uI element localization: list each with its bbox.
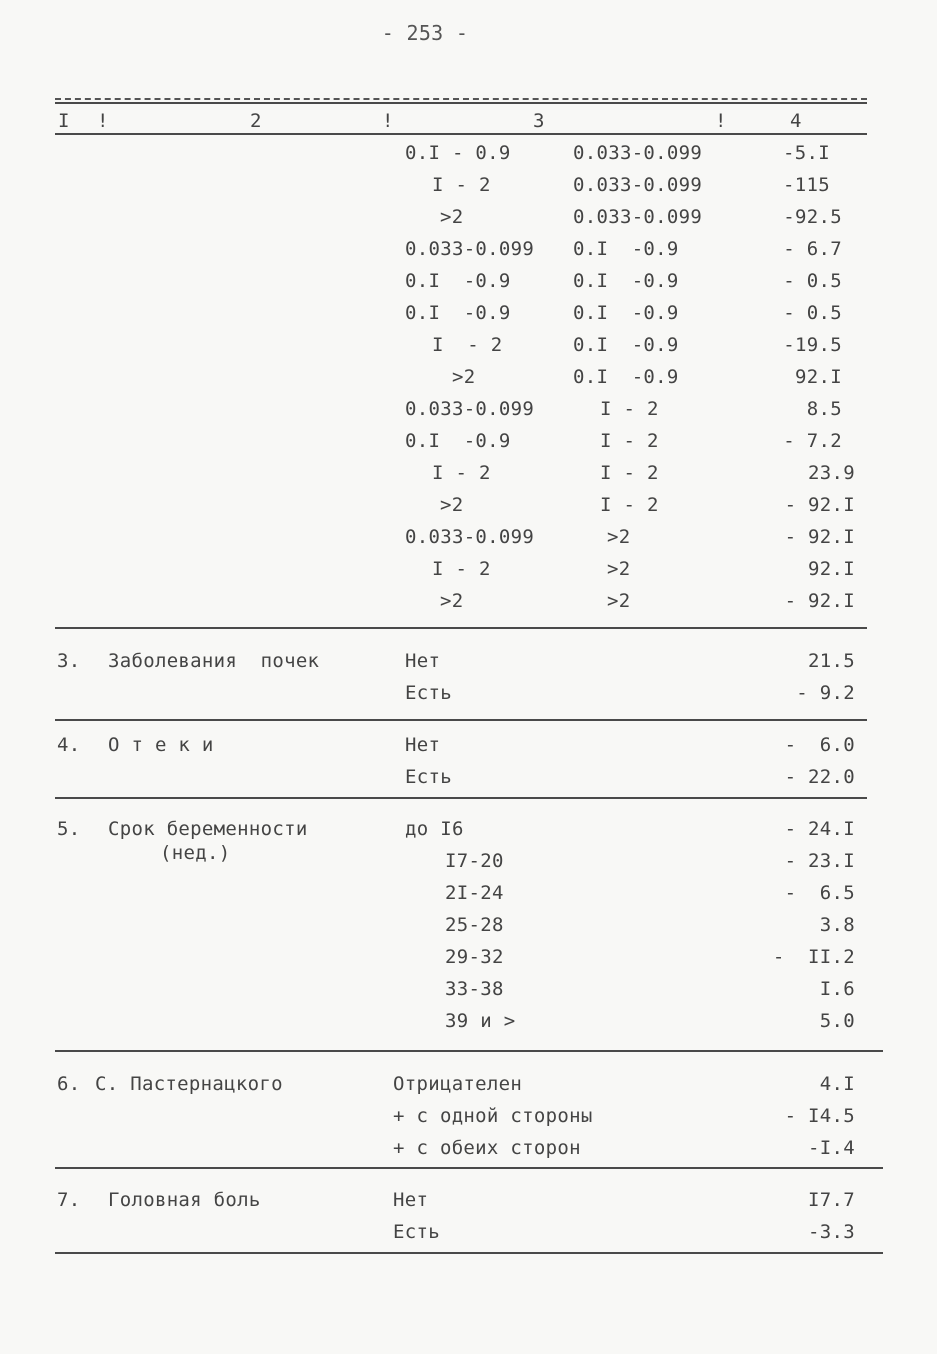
row-value: 4.I (819, 1073, 855, 1095)
header-col-4: 4 (790, 110, 802, 132)
row-label: Есть (393, 1221, 440, 1243)
row-label: до I6 (405, 818, 464, 840)
cont-v: - 6.7 (783, 238, 842, 260)
cont-a: I - 2 (432, 334, 503, 356)
cont-a: I - 2 (432, 174, 491, 196)
cont-v: 8.5 (806, 398, 842, 420)
cont-b: 0.I -0.9 (573, 366, 679, 388)
cont-v: - 92.I (784, 494, 855, 516)
cont-a: 0.I -0.9 (405, 302, 511, 324)
section-divider (55, 1050, 883, 1052)
cont-a: 0.033-0.099 (405, 526, 535, 548)
header-col-2: 2 (250, 110, 262, 132)
row-value: - 22.0 (784, 766, 855, 788)
cont-v: 23.9 (808, 462, 855, 484)
row-value: - 23.I (784, 850, 855, 872)
section-number: 3. (57, 650, 81, 672)
header-top-rule-2 (55, 102, 867, 104)
row-label: 29-32 (445, 946, 504, 968)
section-title: Срок беременности (108, 818, 308, 840)
row-value: 3.8 (819, 914, 855, 936)
cont-a: 0.I -0.9 (405, 430, 511, 452)
cont-v: 92.I (808, 558, 855, 580)
cont-a: 0.033-0.099 (405, 238, 535, 260)
row-value: -3.3 (808, 1221, 855, 1243)
row-label: + с обеих сторон (393, 1137, 581, 1159)
cont-a: I - 2 (432, 462, 491, 484)
cont-v: 92.I (795, 366, 842, 388)
section-number: 4. (57, 734, 81, 756)
cont-b: 0.033-0.099 (573, 142, 703, 164)
cont-a: 0.I -0.9 (405, 270, 511, 292)
row-label: Есть (405, 682, 452, 704)
row-value: - 9.2 (796, 682, 855, 704)
cont-a: 0.033-0.099 (405, 398, 535, 420)
row-label: Нет (393, 1189, 429, 1211)
row-label: Нет (405, 650, 441, 672)
row-value: I.6 (819, 978, 855, 1000)
section-divider (55, 719, 867, 721)
cont-a: >2 (440, 206, 464, 228)
cont-v: - 92.I (784, 526, 855, 548)
row-label: 2I-24 (445, 882, 504, 904)
row-value: - 6.0 (784, 734, 855, 756)
row-label: 25-28 (445, 914, 504, 936)
cont-b: 0.I -0.9 (573, 334, 679, 356)
row-label: 33-38 (445, 978, 504, 1000)
header-sep-3: ! (715, 110, 727, 132)
cont-v: -92.5 (783, 206, 842, 228)
cont-b: I - 2 (600, 430, 659, 452)
cont-b: I - 2 (600, 398, 659, 420)
row-value: - 24.I (784, 818, 855, 840)
cont-b: 0.I -0.9 (573, 238, 679, 260)
row-value: I7.7 (808, 1189, 855, 1211)
section-subtitle: (нед.) (160, 842, 231, 864)
page-number: - 253 - (381, 21, 469, 45)
section-title: Головная боль (108, 1189, 261, 1211)
row-label: Отрицателен (393, 1073, 523, 1095)
row-value: - 6.5 (784, 882, 855, 904)
header-col-1: I (58, 110, 70, 132)
cont-v: -5.I (783, 142, 830, 164)
section-number: 7. (57, 1189, 81, 1211)
cont-a: >2 (440, 494, 464, 516)
cont-v: - 7.2 (783, 430, 842, 452)
cont-v: - 92.I (784, 590, 855, 612)
cont-b: 0.033-0.099 (573, 206, 703, 228)
cont-a: 0.I - 0.9 (405, 142, 511, 164)
cont-a: >2 (452, 366, 476, 388)
row-value: - I4.5 (784, 1105, 855, 1127)
cont-b: >2 (607, 526, 631, 548)
row-label: 39 и > (445, 1010, 516, 1032)
row-value: - II.2 (772, 946, 855, 968)
section-number: 6. (57, 1073, 81, 1095)
cont-v: - 0.5 (783, 270, 842, 292)
row-label: Нет (405, 734, 441, 756)
cont-a: I - 2 (432, 558, 491, 580)
cont-v: -19.5 (783, 334, 842, 356)
row-label: + с одной стороны (393, 1105, 593, 1127)
header-col-3: 3 (533, 110, 545, 132)
cont-b: I - 2 (600, 462, 659, 484)
table-bottom-rule (55, 1252, 883, 1254)
section-title: С. Пастернацкого (95, 1073, 283, 1095)
cont-b: 0.I -0.9 (573, 302, 679, 324)
row-value: 5.0 (819, 1010, 855, 1032)
header-top-rule (55, 98, 867, 100)
row-label: Есть (405, 766, 452, 788)
section-divider (55, 627, 867, 629)
header-sep-2: ! (382, 110, 394, 132)
cont-b: >2 (607, 558, 631, 580)
section-number: 5. (57, 818, 81, 840)
section-divider (55, 1167, 883, 1169)
cont-b: I - 2 (600, 494, 659, 516)
row-value: -I.4 (808, 1137, 855, 1159)
row-value: 21.5 (808, 650, 855, 672)
cont-a: >2 (440, 590, 464, 612)
cont-v: -115 (783, 174, 830, 196)
cont-v: - 0.5 (783, 302, 842, 324)
cont-b: >2 (607, 590, 631, 612)
header-sep-1: ! (97, 110, 109, 132)
cont-b: 0.033-0.099 (573, 174, 703, 196)
row-label: I7-20 (445, 850, 504, 872)
section-title: О т е к и (108, 734, 214, 756)
header-bottom-rule (55, 133, 867, 135)
section-divider (55, 797, 867, 799)
section-title: Заболевания почек (108, 650, 320, 672)
cont-b: 0.I -0.9 (573, 270, 679, 292)
